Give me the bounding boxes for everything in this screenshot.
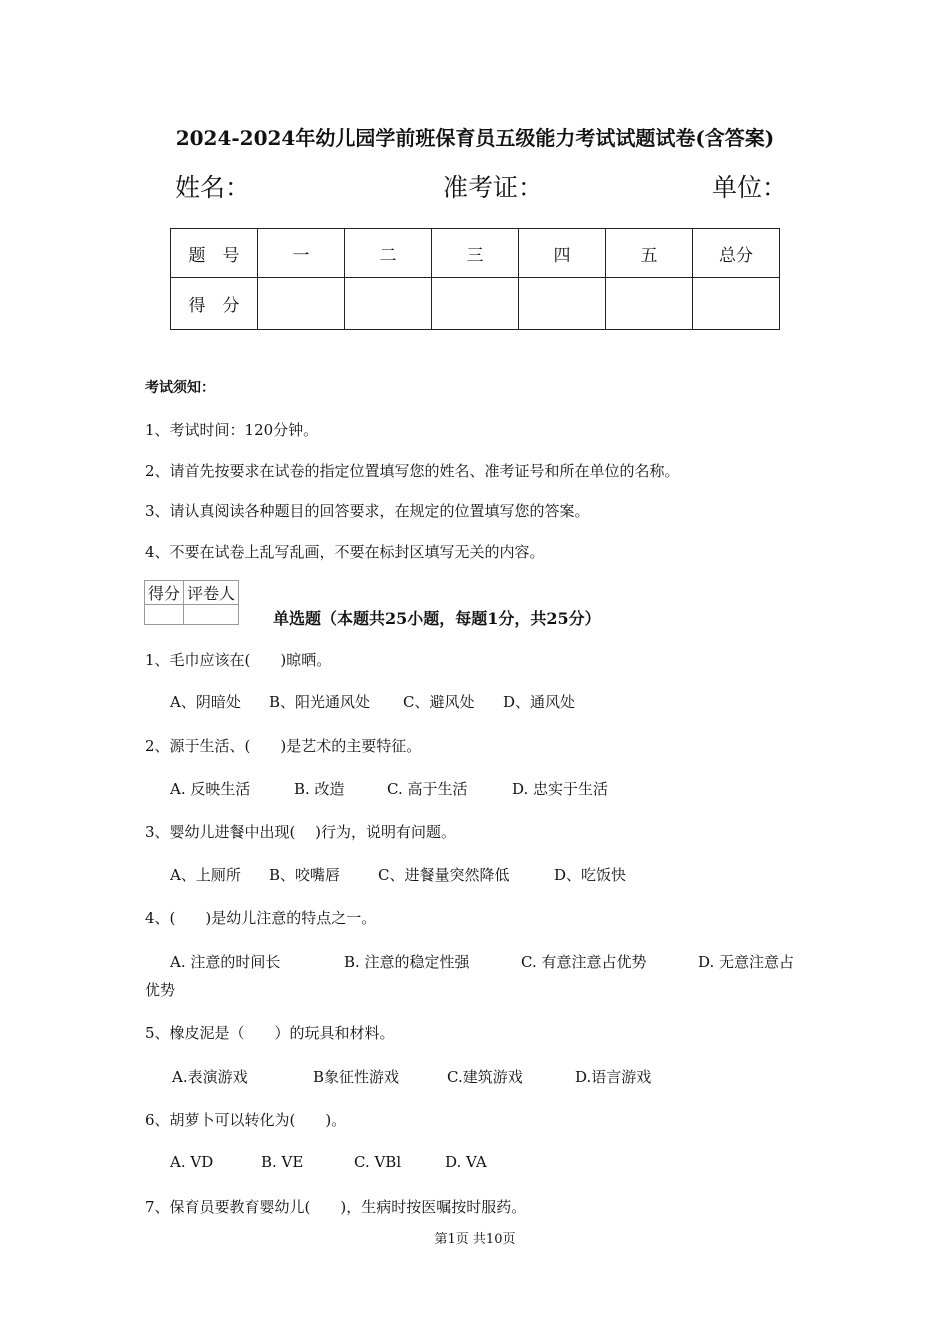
option: A.表演游戏 <box>172 1068 248 1086</box>
question-stem: 3、婴幼儿进餐中出现( )行为，说明有问题。 <box>145 823 457 841</box>
option: C.建筑游戏 <box>447 1068 523 1086</box>
option: D. 忠实于生活 <box>512 780 609 798</box>
exam-id-field-label: 准考证： <box>443 173 544 202</box>
score-cell[interactable] <box>606 278 693 330</box>
score-table-header-cell: 四 <box>519 229 606 278</box>
exam-title: 2024-2024年幼儿园学前班保育员五级能力考试试题试卷(含答案) <box>175 126 775 150</box>
option-wrap: 优势 <box>145 981 176 999</box>
question-options <box>170 778 608 799</box>
option: C. VBl <box>354 1153 402 1171</box>
grader-reviewer-cell[interactable] <box>184 605 239 625</box>
question-options <box>170 864 626 885</box>
score-table-header-cell: 五 <box>606 229 693 278</box>
option: B、阳光通风处 <box>269 693 371 711</box>
notice-item: 3、请认真阅读各种题目的回答要求，在规定的位置填写您的答案。 <box>145 502 590 520</box>
question-options <box>172 1066 651 1087</box>
notice-item: 4、不要在试卷上乱写乱画，不要在标封区填写无关的内容。 <box>145 543 545 561</box>
score-table-header-cell: 总分 <box>693 229 780 278</box>
option: B、咬嘴唇 <box>269 866 341 884</box>
question-stem: 5、橡皮泥是（ ）的玩具和材料。 <box>145 1024 395 1042</box>
score-table-header-row <box>171 229 780 278</box>
question-stem: 4、( )是幼儿注意的特点之一。 <box>145 909 377 927</box>
grader-reviewer-label: 评卷人 <box>184 581 239 605</box>
question-stem: 7、保育员要教育婴幼儿( )，生病时按医嘱按时服药。 <box>145 1198 527 1216</box>
question-stem: 2、源于生活、( )是艺术的主要特征。 <box>145 737 422 755</box>
question-options <box>170 1153 487 1171</box>
name-field-label: 姓名： <box>175 173 251 202</box>
option: C、避风处 <box>403 693 475 711</box>
notice-item: 1、考试时间：120分钟。 <box>145 421 319 439</box>
option: C、进餐量突然降低 <box>378 866 510 884</box>
notice-item: 2、请首先按要求在试卷的指定位置填写您的姓名、准考证号和所在单位的名称。 <box>145 462 680 480</box>
score-cell[interactable] <box>345 278 432 330</box>
option: B象征性游戏 <box>313 1068 400 1086</box>
option: C. 有意注意占优势 <box>521 953 647 971</box>
section-title: 单选题（本题共25小题，每题1分，共25分） <box>273 609 601 628</box>
grader-table <box>144 580 239 625</box>
question-stem: 1、毛巾应该在( )晾晒。 <box>145 651 332 669</box>
option: D、通风处 <box>503 693 576 711</box>
option: B. 改造 <box>294 780 345 798</box>
option: D.语言游戏 <box>575 1068 652 1086</box>
score-cell[interactable] <box>432 278 519 330</box>
question-stem: 6、胡萝卜可以转化为( )。 <box>145 1111 347 1129</box>
grader-score-cell[interactable] <box>145 605 184 625</box>
unit-field-label: 单位： <box>712 173 788 202</box>
score-cell[interactable] <box>258 278 345 330</box>
option: A. 注意的时间长 <box>170 953 281 971</box>
score-row-label: 得 分 <box>171 278 258 330</box>
page-footer: 第1页 共10页 <box>434 1232 516 1247</box>
option: D、吃饭快 <box>554 866 627 884</box>
option: C. 高于生活 <box>387 780 468 798</box>
score-table-header-cell: 题 号 <box>171 229 258 278</box>
option: A. 反映生活 <box>170 780 251 798</box>
option: A、阴暗处 <box>170 693 241 711</box>
grader-score-label: 得分 <box>145 581 184 605</box>
score-cell[interactable] <box>693 278 780 330</box>
option: B. VE <box>261 1153 304 1171</box>
notice-heading: 考试须知： <box>145 380 215 396</box>
score-table-header-cell: 一 <box>258 229 345 278</box>
option: B. 注意的稳定性强 <box>344 953 470 971</box>
score-table <box>170 228 780 330</box>
score-table-header-cell: 三 <box>432 229 519 278</box>
option: D. VA <box>445 1153 487 1171</box>
option: A、上厕所 <box>170 866 241 884</box>
option: D. 无意注意占 <box>698 953 795 971</box>
question-options <box>170 691 575 712</box>
question-options <box>170 951 794 972</box>
score-cell[interactable] <box>519 278 606 330</box>
score-table-score-row <box>171 278 780 330</box>
score-table-header-cell: 二 <box>345 229 432 278</box>
option: A. VD <box>170 1153 214 1171</box>
